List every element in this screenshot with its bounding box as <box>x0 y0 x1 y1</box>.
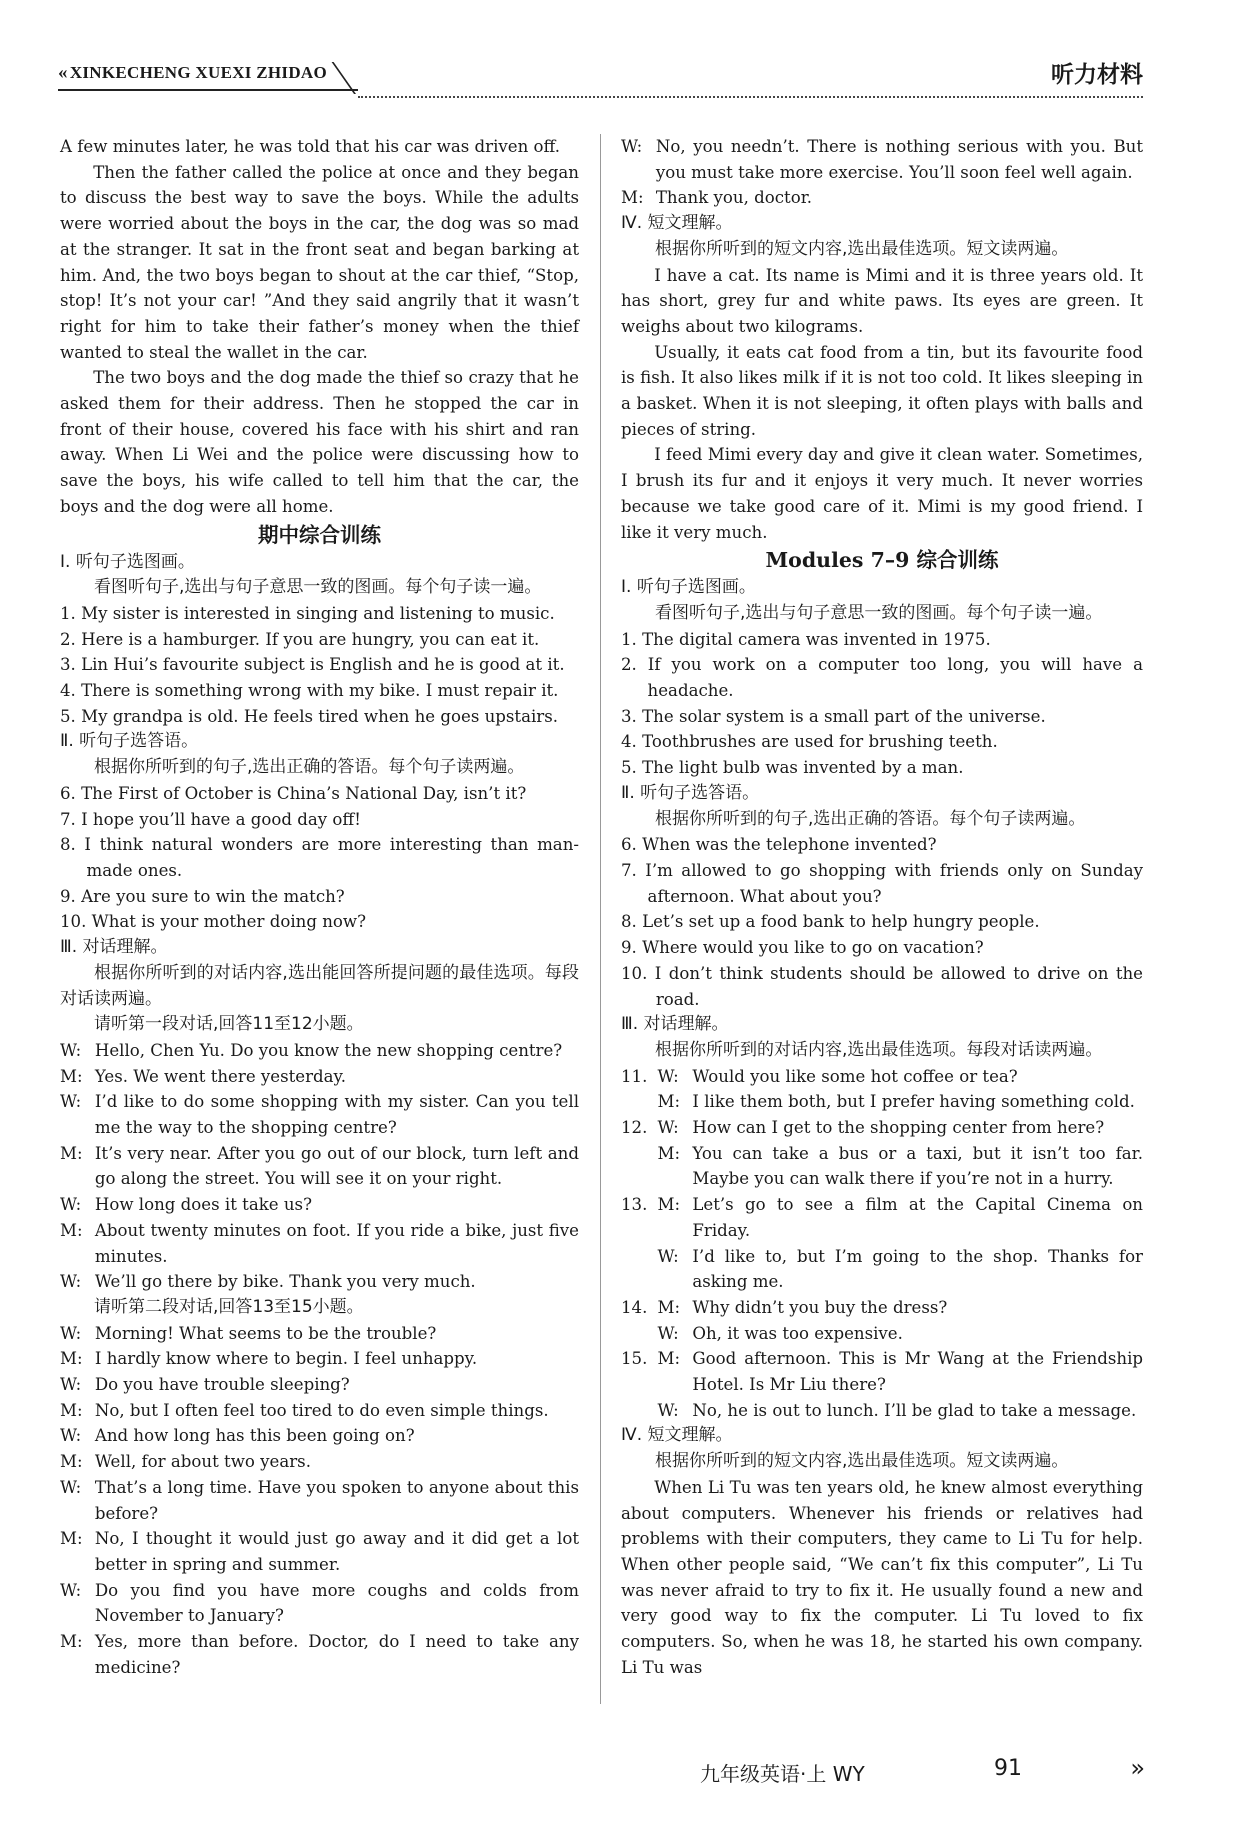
dialogue-line <box>621 1192 1143 1243</box>
question-item: 8. I think natural wonders are more interesting than man-made ones. <box>60 835 579 880</box>
dialogue-line <box>621 1064 1143 1090</box>
part-title: Ⅲ. 对话理解。 <box>60 937 168 958</box>
dialogue-text: Why didn’t you buy the dress? <box>692 1297 948 1317</box>
part-instruction: 根据你所听到的对话内容,选出能回答所提问题的最佳选项。每段对话读两遍。 <box>60 962 579 1009</box>
question-item: 3. Lin Hui’s favourite subject is English and he is good at it. <box>60 655 565 675</box>
question-item: 9. Where would you like to go on vacation? <box>621 938 984 958</box>
dialogue-text: And how long has this been going on? <box>94 1426 415 1446</box>
question-item: 2. Here is a hamburger. If you are hungry, you can eat it. <box>60 629 540 649</box>
passage-paragraph: I feed Mimi every day and give it clean water. Sometimes, I brush its fur and it enjoys it very much. It never worries because we take good care of it. Mimi is my good friend. I like it very much. <box>621 445 1143 542</box>
speaker-label: W: <box>60 1272 82 1292</box>
speaker-label: M: <box>657 1195 681 1215</box>
question-item: 6. When was the telephone invented? <box>621 835 937 855</box>
question-item: 8. Let’s set up a food bank to help hungry people. <box>621 912 1040 932</box>
dialogue-line <box>621 134 1143 185</box>
dialogue-text: About twenty minutes on foot. If you ride a bike, just five minutes. <box>94 1220 579 1266</box>
dialogue-text: Let’s go to see a film at the Capital Cinema on Friday. <box>692 1195 1143 1240</box>
dialogue-text: No, he is out to lunch. I’ll be glad to take a message. <box>692 1400 1137 1420</box>
dialogue-line <box>621 1346 1143 1397</box>
right-column <box>621 134 1143 1680</box>
part-title: Ⅰ. 听句子选图画。 <box>60 551 195 572</box>
speaker-label: M: <box>60 1529 83 1549</box>
section-heading-modules: Modules 7–9 综合训练 <box>765 548 999 573</box>
left-column <box>60 134 579 1680</box>
header-rule <box>58 89 358 91</box>
dialogue-line <box>60 1526 579 1577</box>
page-footer <box>700 1752 1145 1792</box>
question-item: 2. If you work on a computer too long, you will have a headache. <box>621 655 1143 701</box>
question-item: 10. What is your mother doing now? <box>60 912 366 932</box>
story-paragraph: Then the father called the police at once and they began to discuss the best way to save the boys. While the adults were worried about the boys in the car, the dog was so mad at the stranger. It sat in the front seat and began barking at him. And, the two boys began to shout at the car thief, “Stop, stop! It’s not your car! ”And they said angrily that it wasn’t right for him to take their father’s money when the thief wanted to steal the wallet in the car. <box>60 162 579 362</box>
dialogue-line <box>60 1218 579 1269</box>
speaker-label: M: <box>60 1452 83 1472</box>
dialogue-text: I’d like to do some shopping with my sister. Can you tell me the way to the shopping centre? <box>94 1092 579 1138</box>
speaker-label: W: <box>60 1477 82 1497</box>
speaker-label: W: <box>60 1375 82 1395</box>
speaker-label: M: <box>60 1632 83 1652</box>
dialogue-text: You can take a bus or a taxi, but it isn’t too far. Maybe you can walk there if you’re not in a hurry. <box>692 1143 1143 1189</box>
dialogue-text: I’d like to, but I’m going to the shop. Thanks for asking me. <box>692 1246 1143 1292</box>
question-item: 3. The solar system is a small part of the universe. <box>621 706 1046 726</box>
dialogue-text: Yes. We went there yesterday. <box>94 1066 347 1086</box>
dialogue-text: Would you like some hot coffee or tea? <box>692 1066 1018 1086</box>
question-number: 11. <box>621 1066 648 1086</box>
series-title: « XINKECHENG XUEXI ZHIDAO <box>58 62 328 83</box>
dialogue-line <box>60 1269 579 1295</box>
dialogue-intro: 请听第一段对话,回答11至12小题。 <box>94 1014 364 1035</box>
question-number: 14. <box>621 1297 648 1317</box>
speaker-label: M: <box>657 1143 681 1163</box>
dialogue-line <box>60 1089 579 1140</box>
dialogue-line <box>60 1064 579 1090</box>
question-number: 15. <box>621 1349 648 1369</box>
dialogue-line <box>621 1398 1143 1424</box>
speaker-label: W: <box>657 1118 679 1138</box>
speaker-label: W: <box>621 137 643 156</box>
double-chevron-left-icon: « <box>58 62 68 83</box>
part-instruction: 根据你所听到的对话内容,选出最佳选项。每段对话读两遍。 <box>655 1039 1103 1060</box>
part-instruction: 看图听句子,选出与句子意思一致的图画。每个句子读一遍。 <box>655 602 1103 623</box>
double-chevron-right-icon: » <box>1130 1754 1145 1782</box>
dialogue-line <box>621 1244 1143 1295</box>
question-item: 4. Toothbrushes are used for brushing teeth. <box>621 732 998 752</box>
question-item: 6. The First of October is China’s National Day, isn’t it? <box>60 783 527 803</box>
dialogue-line <box>60 1475 579 1526</box>
question-item: 4. There is something wrong with my bike. I must repair it. <box>60 681 559 701</box>
dialogue-text: It’s very near. After you go out of our block, turn left and go along the street. You will see it on your right. <box>94 1143 579 1189</box>
dialogue-line <box>60 1578 579 1629</box>
dialogue-text: How can I get to the shopping center from here? <box>692 1118 1105 1138</box>
question-item: 10. I don’t think students should be allowed to drive on the road. <box>621 963 1143 1009</box>
dialogue-line <box>60 1629 579 1680</box>
question-item: 9. Are you sure to win the match? <box>60 886 345 906</box>
dialogue-text: Well, for about two years. <box>94 1452 311 1472</box>
speaker-label: W: <box>60 1092 82 1112</box>
page-number: 91 <box>994 1756 1022 1781</box>
header-dotted-rule <box>358 96 1143 98</box>
speaker-label: W: <box>657 1066 679 1086</box>
dialogue-text: How long does it take us? <box>94 1195 312 1215</box>
dialogue-line <box>60 1141 579 1192</box>
question-item: 5. My grandpa is old. He feels tired when he goes upstairs. <box>60 706 559 726</box>
question-item: 5. The light bulb was invented by a man. <box>621 758 964 778</box>
part-instruction: 根据你所听到的短文内容,选出最佳选项。短文读两遍。 <box>655 1451 1069 1472</box>
dialogue-line <box>621 1141 1143 1192</box>
speaker-label: M: <box>657 1092 681 1112</box>
part-title: Ⅰ. 听句子选图画。 <box>621 577 756 598</box>
speaker-label: M: <box>60 1400 83 1420</box>
story-paragraph: The two boys and the dog made the thief so crazy that he asked them for their address. Then he stopped the car in front of their house, covered his face with his shirt and ran away. When Li Wei and the police were discussing how to save the boys, his wife called to tell him that the car, the boys and the dog were all home. <box>60 368 579 516</box>
speaker-label: W: <box>60 1195 82 1215</box>
dialogue-line <box>621 1115 1143 1141</box>
dialogue-line <box>60 1038 579 1064</box>
part-title: Ⅳ. 短文理解。 <box>621 213 733 234</box>
dialogue-text: Thank you, doctor. <box>655 188 813 208</box>
dialogue-line <box>621 185 1143 211</box>
speaker-label: W: <box>657 1323 679 1343</box>
column-divider <box>600 134 601 1704</box>
dialogue-line <box>60 1372 579 1398</box>
dialogue-text: Do you find you have more coughs and colds from November to January? <box>94 1580 579 1626</box>
part-title: Ⅳ. 短文理解。 <box>621 1425 733 1446</box>
dialogue-line <box>60 1449 579 1475</box>
passage-paragraph: I have a cat. Its name is Mimi and it is three years old. It has short, grey fur and white paws. Its eyes are green. It weighs about two kilograms. <box>621 265 1143 336</box>
dialogue-text: No, I thought it would just go away and it did get a lot better in spring and summer. <box>94 1529 579 1574</box>
page-header <box>58 56 1143 96</box>
story-paragraph: A few minutes later, he was told that his car was driven off. <box>60 137 561 156</box>
speaker-label: M: <box>60 1066 83 1086</box>
dialogue-text: Hello, Chen Yu. Do you know the new shopping centre? <box>94 1040 563 1060</box>
question-item: 1. The digital camera was invented in 1975. <box>621 629 991 649</box>
passage-paragraph: Usually, it eats cat food from a tin, but its favourite food is fish. It also likes milk if it is not too cold. It likes sleeping in a basket. When it is not sleeping, it often plays with balls and pieces of string. <box>621 342 1143 439</box>
part-instruction: 根据你所听到的句子,选出正确的答语。每个句子读两遍。 <box>94 757 525 778</box>
dialogue-line <box>60 1398 579 1424</box>
part-title: Ⅲ. 对话理解。 <box>621 1014 729 1035</box>
speaker-label: W: <box>60 1580 82 1600</box>
speaker-label: M: <box>60 1220 83 1240</box>
speaker-label: M: <box>621 188 644 208</box>
part-title: Ⅱ. 听句子选答语。 <box>60 731 199 752</box>
part-instruction: 根据你所听到的句子,选出正确的答语。每个句子读两遍。 <box>655 808 1086 829</box>
speaker-label: W: <box>60 1040 82 1060</box>
speaker-label: M: <box>657 1349 681 1369</box>
dialogue-line <box>621 1295 1143 1321</box>
question-item: 1. My sister is interested in singing and listening to music. <box>60 603 555 623</box>
dialogue-text: No, you needn’t. There is nothing serious with you. But you must take more exercise. You’ll soon feel well again. <box>655 137 1143 182</box>
speaker-label: W: <box>60 1426 82 1446</box>
dialogue-text: That’s a long time. Have you spoken to anyone about this before? <box>94 1477 579 1523</box>
speaker-label: M: <box>60 1143 83 1163</box>
question-item: 7. I hope you’ll have a good day off! <box>60 809 361 829</box>
speaker-label: W: <box>657 1400 679 1420</box>
dialogue-line <box>60 1192 579 1218</box>
question-item: 7. I’m allowed to go shopping with friends only on Sunday afternoon. What about you? <box>621 860 1143 906</box>
part-title: Ⅱ. 听句子选答语。 <box>621 782 760 803</box>
book-label: 九年级英语·上 WY <box>700 1762 865 1786</box>
dialogue-text: Morning! What seems to be the trouble? <box>94 1323 437 1343</box>
dialogue-text: Good afternoon. This is Mr Wang at the Friendship Hotel. Is Mr Liu there? <box>692 1349 1143 1395</box>
passage-paragraph: When Li Tu was ten years old, he knew almost everything about computers. Whenever his friends or relatives had problems with their computers, they came to Li Tu for help. When other people said, “We can’t fix this computer”, Li Tu was never afraid to try to fix it. He usually found a new and very good way to fix the computer. Li Tu loved to fix computers. So, when he was 18, he started his own company. Li Tu was <box>621 1477 1143 1677</box>
dialogue-line <box>60 1346 579 1372</box>
dialogue-line <box>621 1089 1143 1115</box>
speaker-label: W: <box>657 1246 679 1266</box>
speaker-label: M: <box>60 1349 83 1369</box>
part-instruction: 看图听句子,选出与句子意思一致的图画。每个句子读一遍。 <box>94 577 542 598</box>
dialogue-intro: 请听第二段对话,回答13至15小题。 <box>94 1296 364 1317</box>
dialogue-text: Oh, it was too expensive. <box>692 1323 903 1343</box>
dialogue-text: We’ll go there by bike. Thank you very much. <box>94 1272 476 1292</box>
dialogue-line <box>621 1321 1143 1347</box>
speaker-label: M: <box>657 1297 681 1317</box>
dialogue-text: I like them both, but I prefer having something cold. <box>692 1092 1135 1112</box>
dialogue-line <box>60 1423 579 1449</box>
dialogue-text: Yes, more than before. Doctor, do I need to take any medicine? <box>94 1632 579 1677</box>
dialogue-text: I hardly know where to begin. I feel unhappy. <box>94 1349 478 1369</box>
section-heading-midterm: 期中综合训练 <box>258 522 381 547</box>
question-number: 12. <box>621 1118 648 1138</box>
dialogue-line <box>60 1321 579 1347</box>
dialogue-text: No, but I often feel too tired to do even simple things. <box>94 1400 549 1420</box>
dialogue-text: Do you have trouble sleeping? <box>94 1375 350 1395</box>
part-instruction: 根据你所听到的短文内容,选出最佳选项。短文读两遍。 <box>655 238 1069 259</box>
section-title: 听力材料 <box>1051 62 1143 88</box>
question-number: 13. <box>621 1195 648 1215</box>
speaker-label: W: <box>60 1323 82 1343</box>
